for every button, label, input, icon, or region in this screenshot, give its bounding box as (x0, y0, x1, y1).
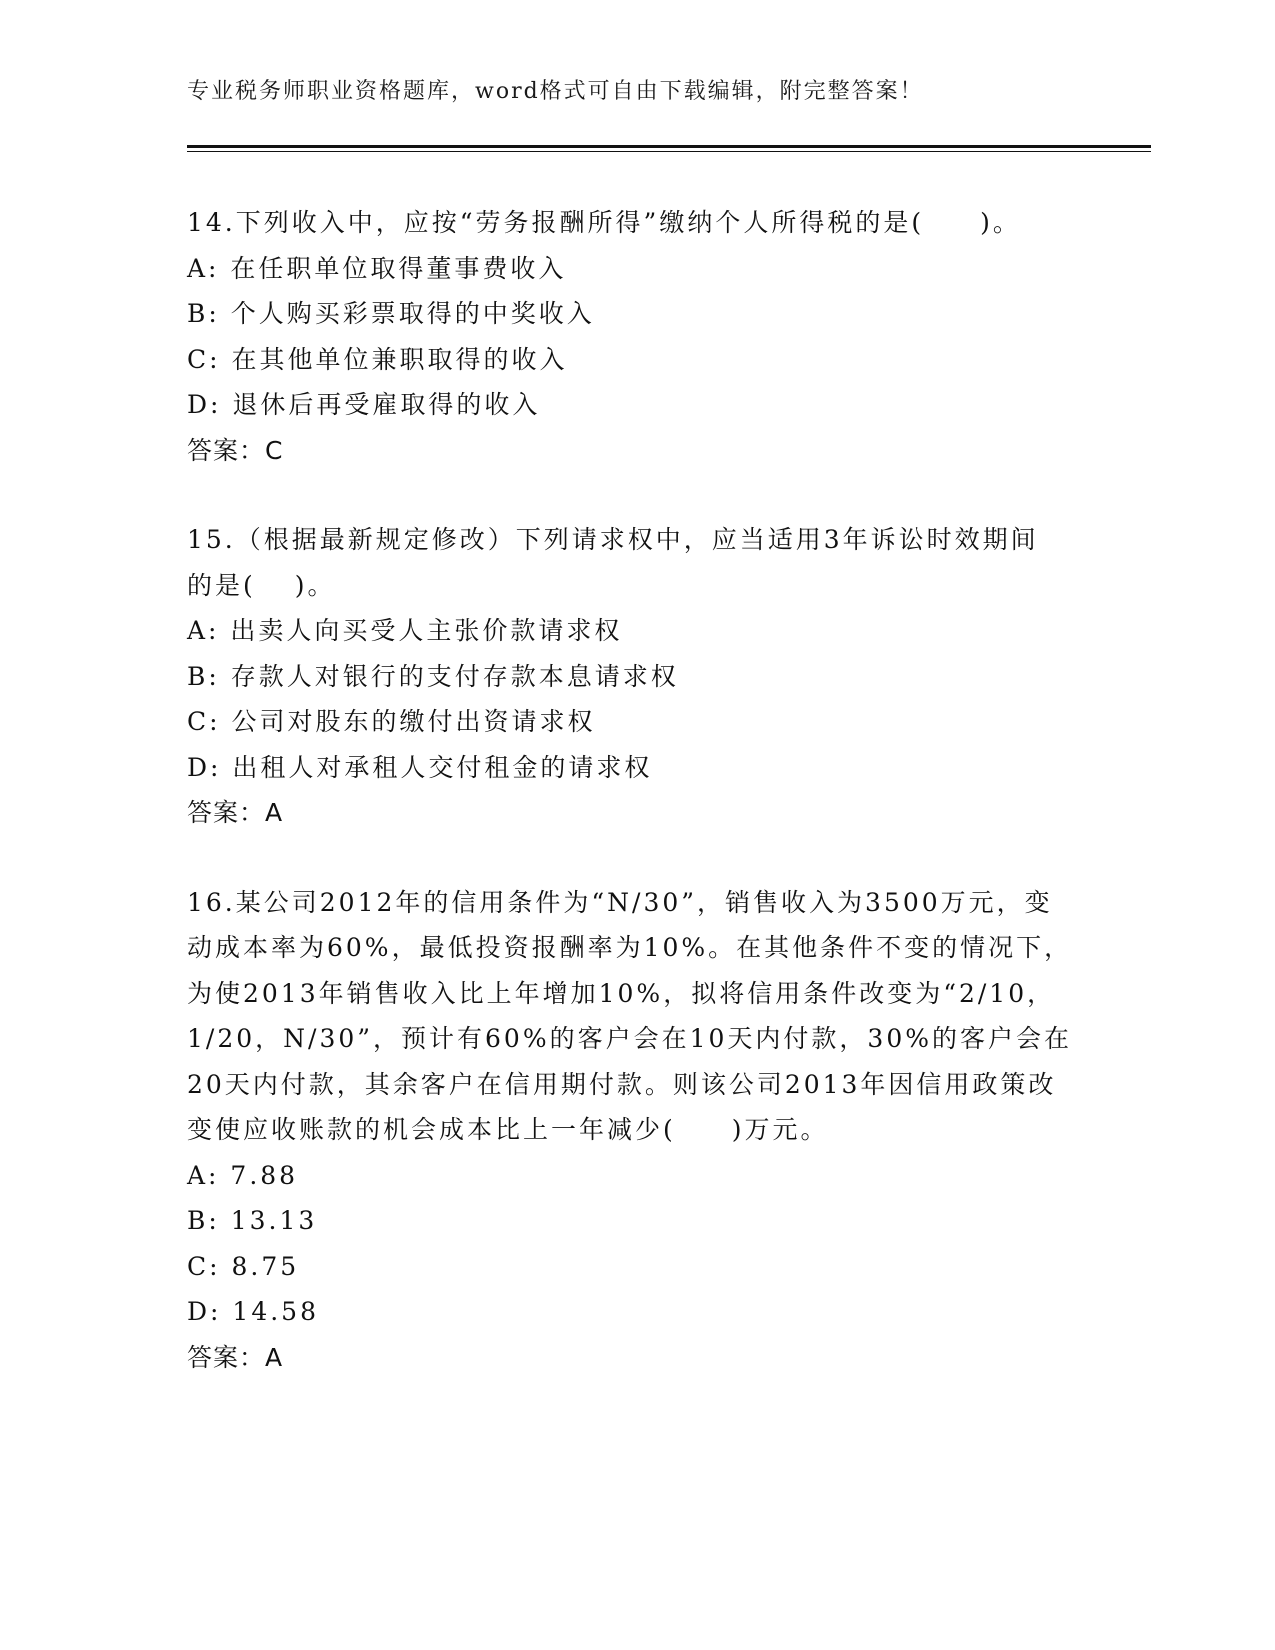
option-d: D: 退休后再受雇取得的收入 (187, 390, 541, 419)
question-15 (187, 517, 1087, 836)
answer: 答案：C (187, 435, 284, 465)
option-d: D: 14.58 (187, 1297, 319, 1326)
header-divider-thin (187, 151, 1151, 152)
header-divider-thick (187, 145, 1151, 148)
question-stem: 20天内付款，其余客户在信用期付款。则该公司2013年因信用政策改 (187, 1069, 1057, 1099)
option-a: A: 7.88 (187, 1160, 299, 1190)
question-14 (187, 200, 1087, 473)
answer: 答案：A (187, 1342, 284, 1372)
option-c: C: 8.75 (187, 1251, 300, 1281)
question-stem: 变使应收账款的机会成本比上一年减少( )万元。 (187, 1115, 829, 1144)
option-b: B: 13.13 (187, 1206, 318, 1235)
option-c: C: 在其他单位兼职取得的收入 (187, 344, 568, 374)
option-d: D: 出租人对承租人交付租金的请求权 (187, 752, 653, 782)
question-stem: 动成本率为60%，最低投资报酬率为10%。在其他条件不变的情况下， (187, 933, 1073, 962)
question-stem: 为使2013年销售收入比上年增加10%，拟将信用条件改变为“2/10， (187, 978, 1056, 1008)
option-a: A: 出卖人向买受人主张价款请求权 (187, 616, 623, 645)
answer: 答案：A (187, 798, 284, 827)
question-stem: 16.某公司2012年的信用条件为“N/30”，销售收入为3500万元，变 (187, 887, 1053, 917)
question-stem: 15.（根据最新规定修改）下列请求权中，应当适用3年诉讼时效期间 (187, 525, 1039, 554)
question-16 (187, 880, 1087, 1381)
option-b: B: 个人购买彩票取得的中奖收入 (187, 299, 595, 328)
question-stem: 14.下列收入中，应按“劳务报酬所得”缴纳个人所得税的是( )。 (187, 208, 1021, 237)
question-list (187, 200, 1087, 1424)
option-c: C: 公司对股东的缴付出资请求权 (187, 707, 596, 736)
option-a: A: 在任职单位取得董事费收入 (187, 253, 567, 283)
question-stem: 1/20，N/30”，预计有60%的客户会在10天内付款，30%的客户会在 (187, 1024, 1072, 1053)
question-stem: 的是( )。 (187, 570, 336, 600)
option-b: B: 存款人对银行的支付存款本息请求权 (187, 661, 679, 691)
page-header: 专业税务师职业资格题库，word格式可自由下载编辑，附完整答案！ (187, 79, 924, 104)
